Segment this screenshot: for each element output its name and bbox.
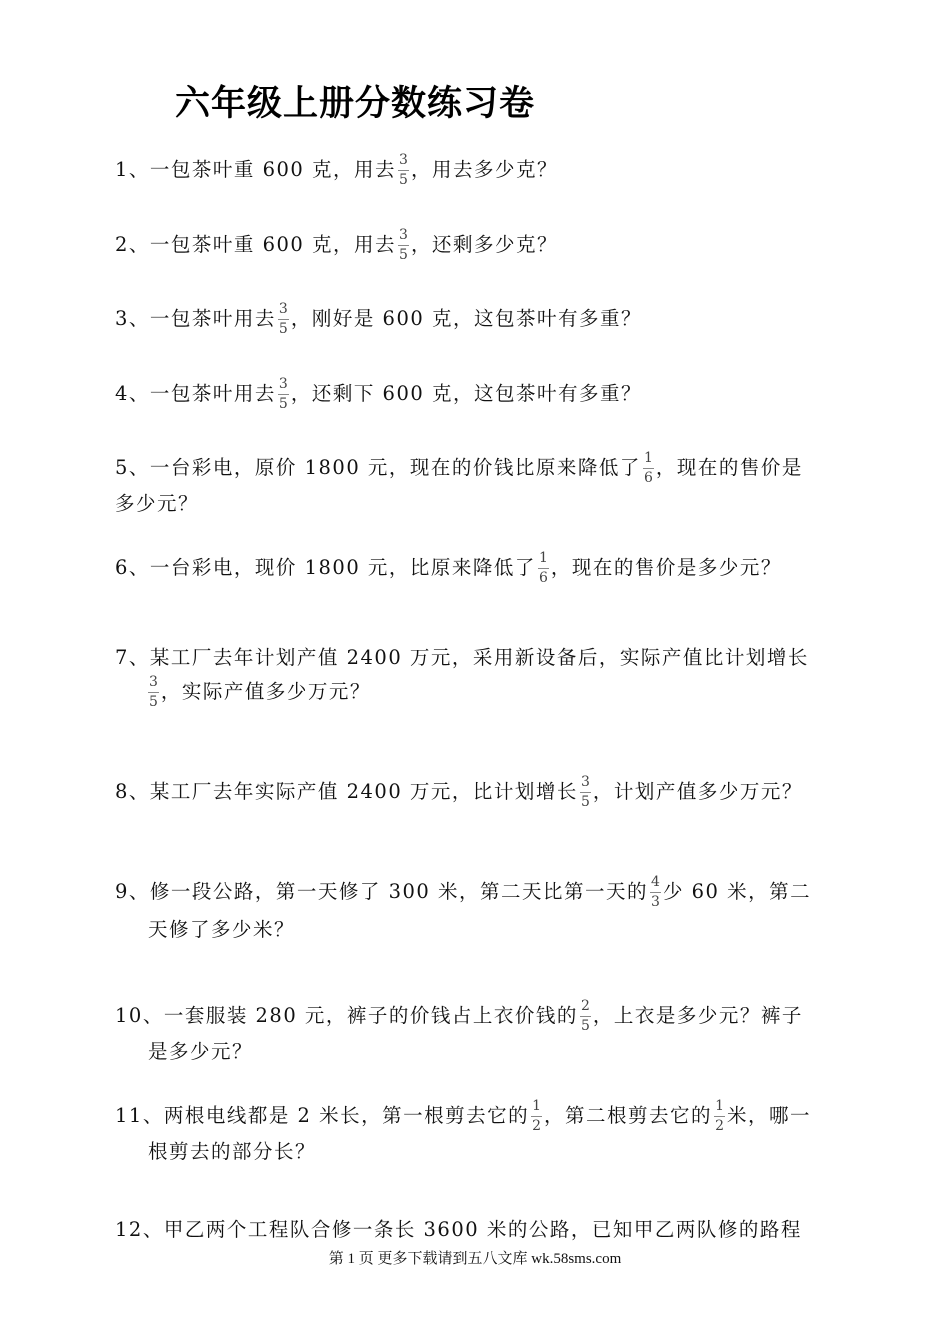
question-text: ，刚好是 600 克，这包茶叶有多重？ (290, 307, 642, 330)
question-text: 12、甲乙两个工程队合修一条长 3600 米的公路，已知甲乙两队修的路程 (115, 1218, 802, 1241)
question-text: 4、一包茶叶用去 (115, 382, 276, 405)
fraction: $\frac{1}{6}$ (643, 450, 653, 486)
question-text-continued: 是多少元？ (148, 1040, 254, 1063)
fraction: $\frac{3}{5}$ (149, 674, 158, 710)
question-text: 9、修一段公路，第一天修了 300 米，第二天比第一天的 (115, 880, 649, 903)
fraction: $\frac{3}{5}$ (399, 227, 408, 263)
question-text: 11、两根电线都是 2 米长，第一根剪去它的 (115, 1104, 530, 1127)
fraction: $\frac{1}{6}$ (538, 550, 548, 586)
question-text: ，还剩多少克？ (410, 233, 558, 256)
question-text: 6、一台彩电，现价 1800 元，比原来降低了 (115, 556, 536, 579)
question-text: ，上衣是多少元？裤子 (592, 1004, 803, 1027)
question-text: ，第二根剪去它的 (544, 1104, 713, 1127)
question-text: 2、一包茶叶重 600 克，用去 (115, 233, 397, 256)
fraction: $\frac{3}{5}$ (278, 301, 288, 337)
fraction: $\frac{3}{5}$ (278, 376, 288, 412)
question-9 (115, 872, 845, 950)
question-3 (115, 299, 845, 339)
fraction: $\frac{1}{2}$ (532, 1098, 542, 1134)
fraction: $\frac{3}{5}$ (399, 152, 408, 188)
question-text: 少 60 米，第二 (662, 880, 812, 903)
fraction: $\frac{2}{5}$ (580, 998, 590, 1034)
question-text: ，现在的售价是多少元？ (550, 556, 782, 579)
page-footer: 第 1 页 更多下载请到五八文库 wk.58sms.com (328, 1251, 622, 1267)
fraction: $\frac{3}{5}$ (580, 774, 590, 810)
question-text: 米，哪一 (726, 1104, 811, 1127)
question-6 (115, 548, 845, 588)
question-text: ，现在的售价是 (655, 456, 803, 479)
question-text: 5、一台彩电，原价 1800 元，现在的价钱比原来降低了 (115, 456, 641, 479)
question-text: 7、某工厂去年计划产值 2400 万元，采用新设备后，实际产值比计划增长 (115, 646, 809, 669)
fraction: $\frac{4}{3}$ (651, 874, 660, 910)
fraction: $\frac{1}{2}$ (715, 1098, 724, 1134)
question-10 (115, 996, 845, 1072)
question-1 (115, 150, 845, 190)
page-title: 六年级上册分数练习卷 (175, 84, 536, 124)
question-text-continued: $\frac{3}{5}$ ，实际产值多少万元？ (149, 674, 371, 710)
question-text-continued: 根剪去的部分长？ (148, 1140, 317, 1163)
question-text: 1、一包茶叶重 600 克，用去 (115, 158, 397, 181)
question-text: 10、一套服装 280 元，裤子的价钱占上衣价钱的 (115, 1004, 578, 1027)
question-4 (115, 374, 845, 414)
question-2 (115, 225, 845, 265)
question-text: 8、某工厂去年实际产值 2400 万元，比计划增长 (115, 780, 578, 803)
question-7 (115, 638, 845, 712)
question-text: ，用去多少克？ (410, 158, 558, 181)
question-text-continued: 天修了多少米？ (148, 918, 296, 941)
question-8 (115, 772, 845, 812)
question-text: 3、一包茶叶用去 (115, 307, 276, 330)
question-5 (115, 448, 845, 524)
question-text: ，计划产值多少万元？ (592, 780, 803, 803)
question-text-continued: 多少元？ (115, 492, 200, 515)
question-11 (115, 1096, 845, 1172)
question-12 (115, 1210, 845, 1250)
question-text: ，还剩下 600 克，这包茶叶有多重？ (290, 382, 642, 405)
